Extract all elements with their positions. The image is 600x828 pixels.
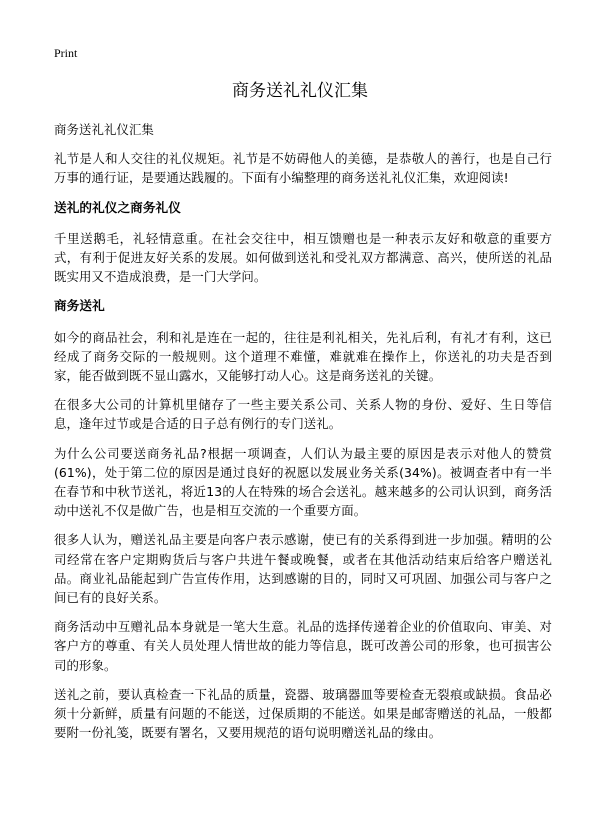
page-title: 商务送礼礼仪汇集 — [232, 81, 368, 101]
paragraph: 为什么公司要送商务礼品?根据一项调查，人们认为最主要的原因是表示对他人的赞赏(61%)，处于第二位的原因是通过良好的祝愿以发展业务关系(34%)。被调查者中有一半在春节和中秋节送礼，将近13的人在特殊的场合会送礼。越来越多的公司认识到，商务活动中送礼不仅是做广告，也是相互交流的一个重要方面。 — [54, 445, 552, 519]
section-heading-gift-etiquette: 送礼的礼仪之商务礼仪 — [54, 199, 181, 215]
article-subtitle: 商务送礼礼仪汇集 — [54, 122, 154, 137]
section-heading-business-gifts: 商务送礼 — [54, 298, 105, 314]
article-body — [54, 120, 552, 752]
paragraph: 很多人认为，赠送礼品主要是向客户表示感谢，使已有的关系得到进一步加强。精明的公司经常在客户定期购货后与客户共进午餐或晚餐，或者在其他活动结束后给客户赠送礼品。商业礼品能起到广告宣传作用，达到感谢的目的，同时又可巩固、加强公司与客户之间已有的良好关系。 — [54, 532, 552, 606]
paragraph: 如今的商品社会，利和礼是连在一起的，往往是利礼相关，先礼后利，有礼才有利，这已经成了商务交际的一般规则。这个道理不难懂，难就难在操作上，你送礼的功夫是否到家，能否做到既不显山露水，又能够打动人心。这是商务送礼的关键。 — [54, 329, 552, 384]
intro-paragraph: 礼节是人和人交往的礼仪规矩。礼节是不妨碍他人的美德，是恭敬人的善行，也是自己行万事的通行证，是要通达践履的。下面有小编整理的商务送礼礼仪汇集，欢迎阅读! — [54, 151, 552, 186]
print-link[interactable]: Print — [54, 46, 78, 60]
paragraph: 商务活动中互赠礼品本身就是一笔大生意。礼品的选择传递着企业的价值取向、审美、对客户方的尊重、有关人员处理人情世故的能力等信息，既可改善公司的形象，也可损害公司的形象。 — [54, 619, 552, 673]
paragraph: 送礼之前，要认真检查一下礼品的质量，瓷器、玻璃器皿等要检查无裂痕或缺损。食品必须十分新鲜，质量有问题的不能送，过保质期的不能送。如果是邮寄赠送的礼品，一般都要附一份礼笺，既要有署名，又要用规范的语句说明赠送礼品的缘由。 — [54, 686, 552, 741]
paragraph: 在很多大公司的计算机里储存了一些主要关系公司、关系人物的身份、爱好、生日等信息，逢年过节或是合适的日子总有例行的专门送礼。 — [54, 397, 552, 432]
paragraph: 千里送鹅毛，礼轻情意重。在社会交往中，相互馈赠也是一种表示友好和敬意的重要方式，有利于促进友好关系的发展。如何做到送礼和受礼双方都满意、高兴，使所送的礼品既实用又不造成浪费，是一门大学问。 — [54, 230, 552, 285]
